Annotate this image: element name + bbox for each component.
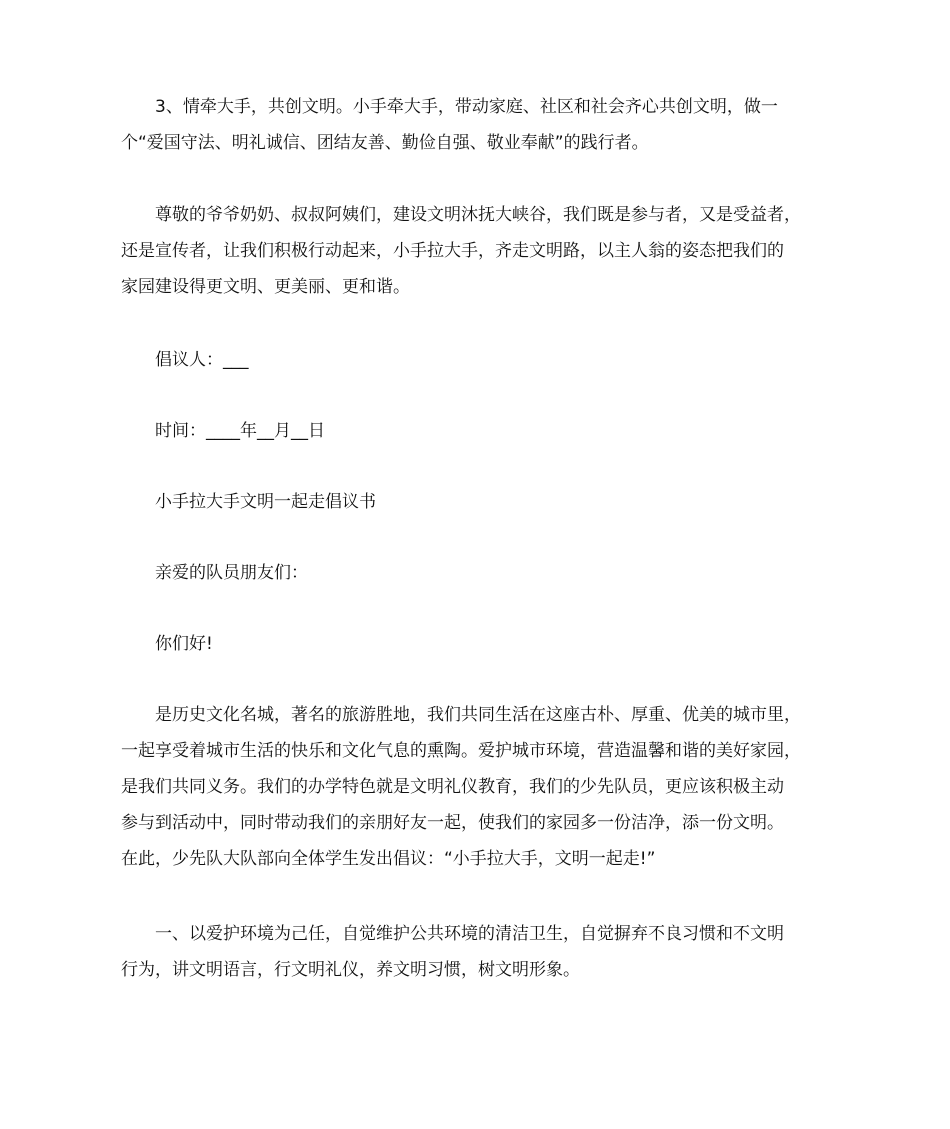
text-line: 家园建设得更文明、更美丽、更和谐。: [121, 277, 410, 297]
text-line: 时间：____年__月__日: [155, 421, 325, 441]
text-line: 是我们共同义务。我们的办学特色就是文明礼仪教育，我们的少先队员，更应该积极主动: [121, 777, 784, 797]
text-line: 还是宣传者，让我们积极行动起来，小手拉大手，齐走文明路，以主人翁的姿态把我们的: [121, 241, 784, 261]
text-line: 你们好!: [155, 634, 213, 654]
paragraph-address-elders: [121, 197, 836, 305]
text-line: 是历史文化名城，著名的旅游胜地，我们共同生活在这座古朴、厚重、优美的城市里，: [155, 705, 801, 725]
date-line: [121, 413, 836, 449]
text-line: 小手拉大手文明一起走倡议书: [155, 492, 376, 512]
greeting: [121, 626, 836, 662]
text-line: 在此，少先队大队部向全体学生发出倡议：“小手拉大手，文明一起走!”: [121, 849, 656, 869]
salutation: [121, 555, 836, 591]
initiator-line: [121, 342, 836, 378]
paragraph-city-environment: [121, 697, 836, 877]
paragraph-point-one: [121, 916, 836, 988]
text-line: 一、以爱护环境为己任，自觉维护公共环境的清洁卫生，自觉摒弃不良习惯和不文明: [155, 924, 784, 944]
text-line: 行为，讲文明语言，行文明礼仪，养文明习惯，树文明形象。: [121, 960, 580, 980]
text-line: 个“爱国守法、明礼诚信、团结友善、勤俭自强、敬业奉献”的践行者。: [121, 133, 649, 153]
text-line: 尊敬的爷爷奶奶、叔叔阿姨们，建设文明沐抚大峡谷，我们既是参与者，又是受益者，: [155, 205, 801, 225]
text-line: 一起享受着城市生活的快乐和文化气息的熏陶。爱护城市环境，营造温馨和谐的美好家园，: [121, 741, 801, 761]
paragraph-share-civilization: [121, 89, 836, 161]
proposal-title: [121, 484, 836, 520]
text-line: 亲爱的队员朋友们：: [155, 563, 308, 583]
text-line: 倡议人：___: [155, 350, 249, 370]
text-line: 3、情牵大手，共创文明。小手牵大手，带动家庭、社区和社会齐心共创文明，做一: [155, 97, 778, 117]
text-line: 参与到活动中，同时带动我们的亲朋好友一起，使我们的家园多一份洁净，添一份文明。: [121, 813, 784, 833]
